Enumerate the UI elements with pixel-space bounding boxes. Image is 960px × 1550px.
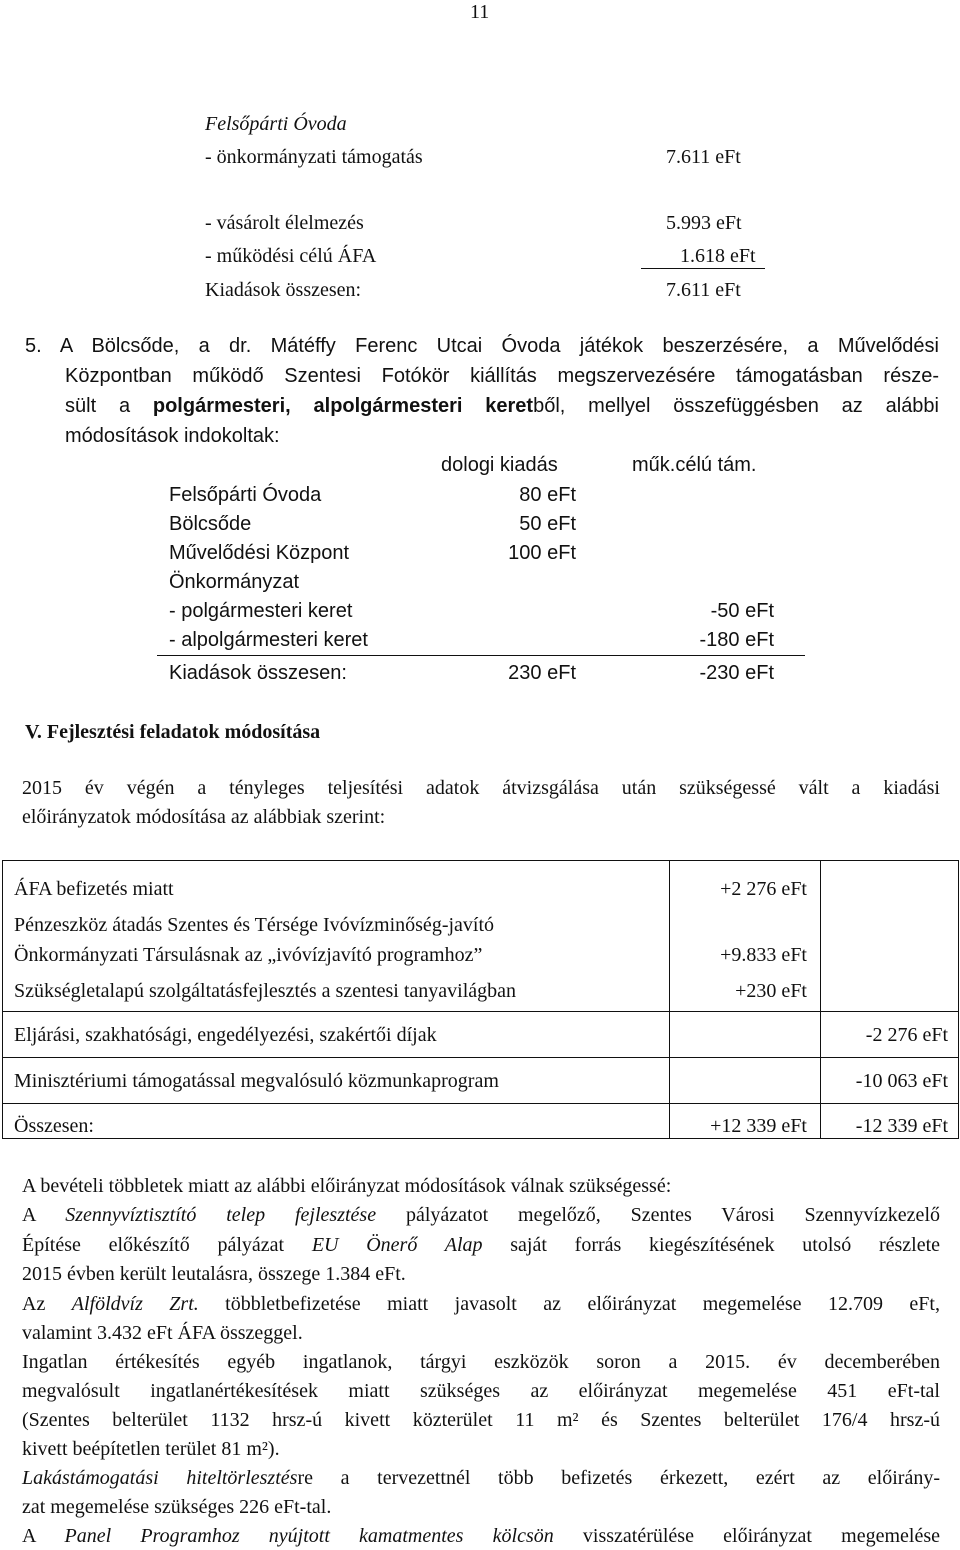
paragraph-line — [65, 394, 939, 418]
total-muk: -230 eFt — [699, 662, 774, 684]
total-dologi: 230 eFt — [508, 662, 576, 684]
table-rule — [2, 1011, 959, 1012]
felsoparti-row-value: 1.618 eFt — [680, 245, 756, 267]
paragraph-line — [22, 1233, 940, 1257]
text-run: visszatérülése előirányzat megemelése — [553, 1525, 940, 1547]
paragraph-line — [22, 1408, 940, 1432]
text-run: kivett beépítetlen terület 81 m²). — [22, 1438, 280, 1460]
italic-run: Lakástámogatási hiteltörlesztés — [22, 1467, 298, 1489]
table-rule — [2, 860, 959, 861]
text-run: 2015 évben került leutalásra, összege 1.384 eFt. — [22, 1263, 406, 1285]
text-run: A bevételi többletek miatt az alábbi előirányzat módosítások válnak szükségessé: — [22, 1175, 672, 1197]
row-plus: +9.833 eFt — [720, 944, 807, 966]
paragraph-line: előirányzatok módosítása az alábbiak szerint: — [22, 806, 386, 828]
paragraph-line — [22, 1292, 940, 1316]
text-run: saját forrás kiegészítésének utolsó részlete — [482, 1234, 941, 1256]
table-rule — [2, 1057, 959, 1058]
total-label: Kiadások összesen: — [169, 662, 347, 684]
row-minus: -10 063 eFt — [855, 1070, 948, 1092]
section-v-intro — [22, 774, 940, 832]
paragraph-line — [22, 1466, 940, 1490]
row-label: Önkormányzat — [169, 571, 300, 593]
italic-run: Szennyvíztisztító telep fejlesztése — [65, 1204, 377, 1226]
text-run: 5. A Bölcsőde, a dr. Mátéffy Ferenc Utcai Óvoda játékok beszerzésére, a Művelődési — [25, 335, 939, 357]
paragraph-line — [65, 424, 280, 448]
row-dologi: 50 eFt — [519, 513, 576, 535]
felsoparti-row-value: 5.993 eFt — [666, 212, 742, 234]
paragraph-line — [22, 1379, 940, 1403]
table-border-left — [2, 860, 3, 1139]
table-rule — [2, 1138, 959, 1139]
paragraph-line — [65, 364, 939, 388]
row-dologi: 80 eFt — [519, 484, 576, 506]
felsoparti-row-label: - működési célú ÁFA — [205, 245, 377, 267]
text-run: A — [22, 1204, 66, 1226]
paragraph-line — [22, 1524, 940, 1548]
text-run: Központban működő Szentesi Fotókör kiállítás megszervezésére támogatásban része- — [65, 365, 939, 387]
text-run: módosítások indokoltak: — [65, 425, 280, 447]
row-label: Felsőpárti Óvoda — [169, 484, 322, 506]
row-description: Önkormányzati Társulásnak az „ivóvízjavító programhoz” — [14, 944, 483, 966]
italic-run: Panel Programhoz nyújtott kamatmentes kölcsön — [64, 1525, 554, 1547]
row-dologi: 100 eFt — [508, 542, 576, 564]
row-plus: +230 eFt — [735, 980, 807, 1002]
text-run: zat megemelése szükséges 226 eFt-tal. — [22, 1496, 332, 1518]
text-run: Építése előkészítő pályázat — [22, 1234, 312, 1256]
text-run: (Szentes belterület 1132 hrsz-ú kivett közterület 11 m² és Szentes belterület 176/4 hrsz-ú — [22, 1409, 940, 1431]
paragraph-line — [22, 1174, 671, 1198]
column-header-muk: műk.célú tám. — [632, 454, 757, 476]
row-label: - polgármesteri keret — [169, 600, 353, 622]
paragraph-line: 2015 év végén a tényleges teljesítési adatok átvizsgálása után szükségessé vált a kiadási — [22, 777, 940, 799]
row-description: Összesen: — [14, 1115, 94, 1137]
row-description: ÁFA befizetés miatt — [14, 878, 174, 900]
row-plus: +12 339 eFt — [710, 1115, 807, 1137]
row-description: Minisztériumi támogatással megvalósuló közmunkaprogram — [14, 1070, 499, 1092]
text-run: Ingatlan értékesítés egyéb ingatlanok, tárgyi eszközök soron a 2015. év decemberében — [22, 1351, 940, 1373]
page-number: 11 — [470, 1, 490, 23]
table-rule — [2, 1103, 959, 1104]
paragraph-line — [22, 1203, 940, 1227]
row-label: Bölcsőde — [169, 513, 252, 535]
felsoparti-row-value: 7.611 eFt — [666, 146, 741, 168]
text-run: pályázatot megelőző, Szentes Városi Szennyvízkezelő — [376, 1204, 940, 1226]
text-run: Az — [22, 1293, 72, 1315]
row-plus: +2 276 eFt — [720, 878, 807, 900]
row-minus: -2 276 eFt — [865, 1024, 948, 1046]
table-border-right — [958, 860, 959, 1139]
felsoparti-title: Felsőpárti Óvoda — [205, 113, 347, 135]
text-run: re a tervezettnél több befizetés érkezett, ezért az előirány- — [297, 1467, 940, 1489]
felsoparti-row-label: - önkormányzati támogatás — [205, 146, 423, 168]
paragraph-line — [22, 1350, 940, 1374]
sum-underline — [641, 268, 765, 269]
row-muk: -180 eFt — [699, 629, 774, 651]
felsoparti-total-value: 7.611 eFt — [666, 279, 741, 301]
total-rule — [157, 655, 805, 656]
column-divider — [669, 860, 670, 1139]
row-description: Pénzeszköz átadás Szentes és Térsége Ivóvízminőség-javító — [14, 914, 495, 936]
text-run: többletbefizetése miatt javasolt az előirányzat megemelése 12.709 eFt, — [198, 1293, 940, 1315]
italic-run: EU Önerő Alap — [311, 1234, 483, 1256]
column-divider — [820, 860, 821, 1139]
row-description: Eljárási, szakhatósági, engedélyezési, szakértői díjak — [14, 1024, 437, 1046]
paragraph-line — [22, 1321, 303, 1345]
paragraph-line — [22, 1437, 280, 1461]
text-run: ből, mellyel összefüggésben az alábbi — [533, 395, 939, 417]
text-run: megvalósult ingatlanértékesítések miatt szükséges az előirányzat megemelése 451 eFt-tal — [22, 1380, 940, 1402]
row-minus: -12 339 eFt — [855, 1115, 948, 1137]
bold-run: polgármesteri, alpolgármesteri keret — [152, 395, 534, 417]
row-muk: -50 eFt — [710, 600, 774, 622]
row-label: - alpolgármesteri keret — [169, 629, 368, 651]
row-label: Művelődési Központ — [169, 542, 350, 564]
text-run: valamint 3.432 eFt ÁFA összeggel. — [22, 1322, 303, 1344]
column-header-dologi: dologi kiadás — [441, 454, 558, 476]
paragraph-line — [25, 334, 939, 358]
section-v-heading: V. Fejlesztési feladatok módosítása — [25, 721, 321, 743]
felsoparti-row-label: - vásárolt élelmezés — [205, 212, 364, 234]
italic-run: Alföldvíz Zrt. — [71, 1293, 199, 1315]
row-description: Szükségletalapú szolgáltatásfejlesztés a szentesi tanyavilágban — [14, 980, 517, 1002]
felsoparti-total-label: Kiadások összesen: — [205, 279, 362, 301]
text-run: A — [22, 1525, 65, 1547]
paragraph-line — [22, 1495, 331, 1519]
text-run: sült a — [65, 395, 153, 417]
paragraph-line — [22, 1262, 406, 1286]
